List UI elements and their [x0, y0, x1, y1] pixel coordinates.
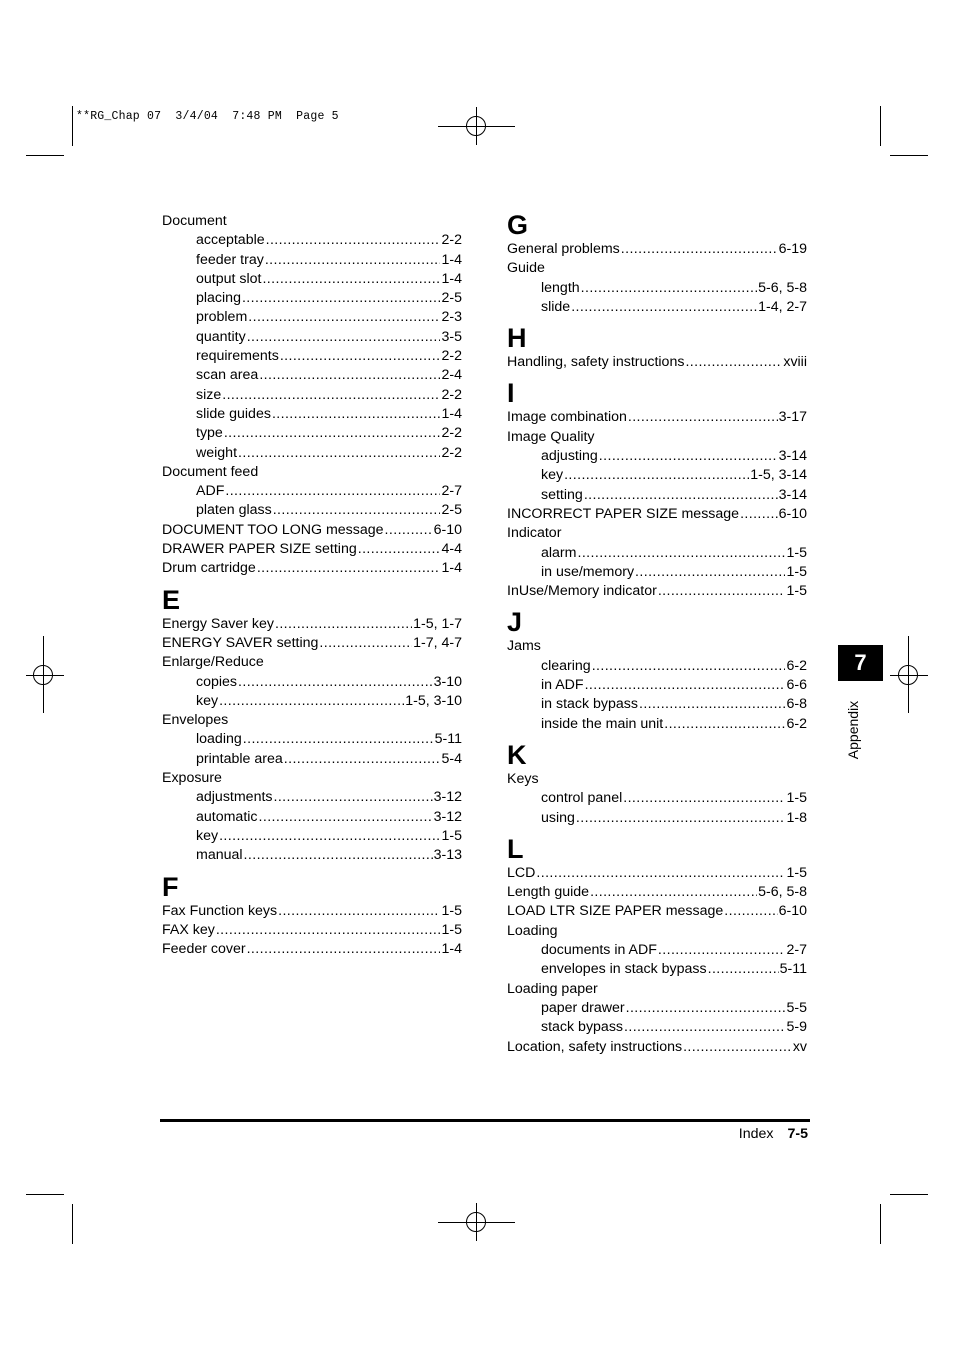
index-subentry: [162, 251, 462, 270]
index-subentry: [507, 960, 807, 979]
entry-term: Handling, safety instructions: [507, 354, 685, 371]
dot-leader: [280, 347, 441, 366]
dot-leader: [708, 960, 779, 979]
index-entry: [507, 902, 807, 921]
index-entry: [507, 259, 807, 278]
index-subentry: [162, 366, 462, 385]
index-subentry: [162, 730, 462, 749]
entry-page-ref: 2-2: [441, 425, 462, 442]
entry-term: Feeder cover: [162, 941, 246, 958]
dot-leader: [238, 673, 433, 692]
entry-page-ref: 4-4: [441, 541, 462, 558]
dot-leader: [599, 447, 778, 466]
entry-page-ref: 1-8: [786, 809, 807, 826]
index-subentry: [507, 789, 807, 808]
index-entry: [507, 408, 807, 427]
index-subentry: [507, 466, 807, 485]
entry-term: placing: [196, 290, 241, 307]
entry-page-ref: 5-5: [786, 999, 807, 1016]
entry-term: size: [196, 386, 222, 403]
entry-page-ref: 1-4: [441, 405, 462, 422]
entry-term: manual: [196, 847, 243, 864]
index-subentry: [162, 289, 462, 308]
index-entry: [162, 711, 462, 730]
entry-page-ref: 3-12: [433, 808, 462, 825]
index-letter-heading: G: [507, 210, 529, 240]
index-entry: [162, 940, 462, 959]
entry-term: weight: [196, 444, 238, 461]
index-column-left: [162, 212, 462, 959]
entry-page-ref: 2-5: [441, 290, 462, 307]
entry-page-ref: 6-19: [778, 241, 807, 257]
index-subentry: [162, 750, 462, 769]
index-subentry: [507, 941, 807, 960]
index-subentry: [162, 788, 462, 807]
entry-term: Enlarge/Reduce: [162, 654, 264, 671]
dot-leader: [581, 279, 757, 298]
dot-leader: [639, 695, 785, 714]
entry-term: Length guide: [507, 884, 590, 901]
entry-term: Exposure: [162, 770, 222, 787]
dot-leader: [577, 544, 785, 563]
entry-page-ref: 1-5: [786, 544, 807, 561]
dot-leader: [621, 240, 778, 259]
dot-leader: [265, 251, 441, 270]
entry-term: General problems: [507, 241, 620, 257]
entry-page-ref: 1-4: [441, 251, 462, 268]
index-subentry: [507, 657, 807, 676]
dot-leader: [222, 386, 440, 405]
dot-leader: [319, 634, 412, 653]
index-entry: [162, 615, 462, 634]
index-subentry: [507, 563, 807, 582]
entry-page-ref: 5-11: [779, 961, 807, 978]
entry-page-ref: 3-17: [778, 409, 807, 426]
index-subentry: [162, 444, 462, 463]
dot-leader: [257, 559, 441, 578]
registration-left-circle: [33, 665, 53, 685]
entry-term: Jams: [507, 638, 541, 655]
index-column-right: [507, 212, 807, 1057]
entry-term: DOCUMENT TOO LONG message: [162, 521, 384, 538]
entry-page-ref: 1-4: [441, 270, 462, 287]
dot-leader: [592, 657, 786, 676]
entry-term: Drum cartridge: [162, 560, 256, 577]
entry-page-ref: 5-11: [434, 731, 462, 748]
entry-term: platen glass: [196, 502, 272, 519]
footer-rule: [160, 1119, 810, 1122]
entry-term: in use/memory: [541, 563, 635, 580]
entry-term: Location, safety instructions: [507, 1038, 683, 1055]
dot-leader: [626, 999, 786, 1018]
dot-leader: [262, 270, 440, 289]
entry-term: alarm: [541, 544, 577, 561]
index-subentry: [162, 673, 462, 692]
index-letter-heading: F: [162, 871, 179, 902]
entry-term: paper drawer: [541, 999, 625, 1016]
entry-term: type: [196, 425, 223, 442]
dot-leader: [683, 1038, 792, 1057]
index-subentry: [507, 809, 807, 828]
index-subentry: [162, 827, 462, 846]
index-entry: [507, 524, 807, 543]
index-entry: [507, 637, 807, 656]
dot-leader: [238, 444, 440, 463]
dot-leader: [635, 563, 785, 582]
index-entry: [507, 353, 807, 372]
entry-term: key: [541, 467, 564, 484]
dot-leader: [385, 521, 433, 540]
crop-mark-bottom-right-h: [890, 1194, 928, 1195]
crop-mark-top-right-h: [890, 155, 928, 156]
index-entry: [507, 980, 807, 999]
entry-page-ref: 2-7: [441, 483, 462, 500]
entry-term: Fax Function keys: [162, 902, 278, 919]
entry-page-ref: 1-5: [441, 827, 462, 844]
index-subentry: [162, 405, 462, 424]
entry-term: DRAWER PAPER SIZE setting: [162, 541, 357, 558]
index-letter-heading: I: [507, 378, 515, 409]
index-subentry: [162, 808, 462, 827]
entry-term: envelopes in stack bypass: [541, 961, 707, 978]
entry-page-ref: 2-2: [441, 386, 462, 403]
index-entry: [507, 883, 807, 902]
entry-page-ref: 6-10: [433, 521, 462, 538]
entry-term: documents in ADF: [541, 942, 657, 959]
entry-term: Energy Saver key: [162, 615, 274, 632]
index-entry: [507, 770, 807, 789]
dot-leader: [658, 582, 786, 601]
index-subentry: [162, 347, 462, 366]
index-entry: [162, 559, 462, 578]
entry-term: Image Quality: [507, 428, 595, 445]
registration-top-circle: [466, 116, 486, 136]
dot-leader: [275, 615, 412, 634]
index-subentry: [507, 695, 807, 714]
entry-page-ref: 1-5, 1-7: [413, 615, 462, 632]
entry-page-ref: 1-4, 2-7: [758, 298, 807, 315]
entry-term: Guide: [507, 260, 545, 277]
dot-leader: [243, 730, 434, 749]
entry-term: LCD: [507, 864, 536, 881]
dot-leader: [272, 405, 441, 424]
entry-term: key: [196, 827, 219, 844]
index-subentry: [162, 501, 462, 520]
dot-leader: [628, 408, 778, 427]
index-entry: [162, 902, 462, 921]
entry-page-ref: 1-5: [786, 864, 807, 881]
index-entry: [162, 653, 462, 672]
dot-leader: [219, 692, 404, 711]
index-subentry: [162, 424, 462, 443]
entry-page-ref: 5-6, 5-8: [758, 884, 807, 901]
index-entry: [162, 212, 462, 231]
index-entry: [507, 505, 807, 524]
entry-term: inside the main unit: [541, 715, 664, 732]
dot-leader: [724, 902, 777, 921]
entry-page-ref: 2-3: [441, 309, 462, 326]
entry-term: Image combination: [507, 409, 627, 426]
page-footer: [739, 1126, 808, 1142]
entry-term: using: [541, 809, 575, 826]
entry-term: automatic: [196, 808, 258, 825]
entry-page-ref: 5-6, 5-8: [758, 279, 807, 296]
crop-mark-top-left-h: [26, 155, 64, 156]
index-subentry: [507, 279, 807, 298]
entry-page-ref: 5-4: [441, 750, 462, 767]
entry-term: slide guides: [196, 405, 271, 422]
index-entry: [162, 521, 462, 540]
entry-page-ref: 2-7: [786, 942, 807, 959]
entry-term: Document feed: [162, 463, 259, 480]
crop-mark-top-left-v: [72, 106, 73, 146]
entry-page-ref: 1-5, 3-10: [405, 692, 462, 709]
entry-term: Loading: [507, 922, 558, 939]
dot-leader: [259, 366, 440, 385]
dot-leader: [564, 466, 749, 485]
registration-bottom-circle: [466, 1212, 486, 1232]
index-entry: [162, 921, 462, 940]
entry-page-ref: 1-5, 3-14: [750, 467, 807, 484]
index-subentry: [507, 298, 807, 317]
entry-term: LOAD LTR SIZE PAPER message: [507, 903, 724, 920]
dot-leader: [216, 921, 441, 940]
dot-leader: [273, 501, 441, 520]
entry-term: stack bypass: [541, 1019, 624, 1036]
index-entry: [507, 864, 807, 883]
entry-term: Loading paper: [507, 980, 598, 997]
entry-term: copies: [196, 673, 238, 690]
entry-page-ref: 2-4: [441, 367, 462, 384]
index-subentry: [162, 482, 462, 501]
entry-term: output slot: [196, 270, 262, 287]
entry-page-ref: 1-4: [441, 941, 462, 958]
entry-page-ref: 3-5: [441, 328, 462, 345]
entry-term: Envelopes: [162, 712, 229, 729]
dot-leader: [623, 789, 785, 808]
section-side-label: Appendix: [845, 700, 861, 760]
index-subentry: [162, 846, 462, 865]
entry-page-ref: 5-9: [786, 1019, 807, 1036]
index-subentry: [507, 999, 807, 1018]
index-entry: [507, 428, 807, 447]
entry-term: length: [541, 279, 580, 296]
index-subentry: [162, 692, 462, 711]
dot-leader: [585, 676, 786, 695]
dot-leader: [576, 809, 786, 828]
index-subentry: [162, 308, 462, 327]
entry-page-ref: 2-5: [441, 502, 462, 519]
dot-leader: [244, 846, 433, 865]
entry-term: INCORRECT PAPER SIZE message: [507, 505, 740, 522]
entry-term: in ADF: [541, 677, 584, 694]
entry-term: slide: [541, 298, 571, 315]
entry-term: feeder tray: [196, 251, 264, 268]
index-letter-heading: K: [507, 739, 527, 770]
dot-leader: [584, 486, 778, 505]
index-entry: [162, 634, 462, 653]
entry-page-ref: xviii: [783, 354, 807, 371]
index-subentry: [162, 270, 462, 289]
entry-term: quantity: [196, 328, 246, 345]
entry-page-ref: 3-14: [778, 486, 807, 503]
crop-mark-top-right-v: [880, 106, 881, 146]
entry-term: Document: [162, 213, 227, 229]
index-subentry: [507, 715, 807, 734]
entry-term: in stack bypass: [541, 696, 638, 713]
index-subentry: [162, 386, 462, 405]
dot-leader: [266, 231, 441, 250]
entry-term: printable area: [196, 750, 283, 767]
entry-page-ref: 3-12: [433, 789, 462, 806]
entry-term: key: [196, 692, 219, 709]
entry-term: clearing: [541, 657, 591, 674]
chapter-tab: 7: [838, 645, 883, 681]
dot-leader: [740, 505, 778, 524]
dot-leader: [658, 941, 786, 960]
index-letter-heading: J: [507, 607, 523, 638]
entry-page-ref: 6-2: [786, 715, 807, 732]
entry-term: ADF: [196, 483, 225, 500]
footer-page-number: 7-5: [787, 1126, 808, 1142]
entry-page-ref: 1-5: [786, 563, 807, 580]
entry-page-ref: 1-4: [441, 560, 462, 577]
index-subentry: [507, 1018, 807, 1037]
entry-term: loading: [196, 731, 242, 748]
entry-term: acceptable: [196, 232, 265, 249]
entry-page-ref: 6-6: [786, 677, 807, 694]
dot-leader: [259, 808, 433, 827]
dot-leader: [664, 715, 785, 734]
index-entry: [162, 540, 462, 559]
entry-term: problem: [196, 309, 248, 326]
index-subentry: [162, 328, 462, 347]
entry-page-ref: 6-10: [778, 903, 807, 920]
registration-right-circle: [898, 665, 918, 685]
crop-mark-bottom-left-v: [72, 1204, 73, 1244]
dot-leader: [571, 298, 757, 317]
index-subentry: [507, 676, 807, 695]
entry-term: adjustments: [196, 789, 273, 806]
entry-page-ref: 1-7, 4-7: [413, 634, 462, 651]
entry-page-ref: 3-10: [433, 673, 462, 690]
entry-term: scan area: [196, 367, 259, 384]
dot-leader: [685, 353, 782, 372]
entry-term: InUse/Memory indicator: [507, 583, 657, 600]
index-subentry: [507, 544, 807, 563]
entry-page-ref: 1-5: [441, 902, 462, 919]
index-subentry: [507, 447, 807, 466]
entry-page-ref: 1-5: [441, 921, 462, 938]
entry-page-ref: 6-2: [786, 657, 807, 674]
dot-leader: [242, 289, 441, 308]
crop-mark-bottom-right-v: [880, 1204, 881, 1244]
entry-term: Indicator: [507, 525, 562, 542]
entry-term: requirements: [196, 348, 279, 365]
entry-term: ENERGY SAVER setting: [162, 634, 319, 651]
dot-leader: [247, 328, 441, 347]
index-entry: [162, 463, 462, 482]
entry-page-ref: 1-5: [786, 583, 807, 600]
index-letter-heading: E: [162, 584, 181, 615]
index-entry: [162, 769, 462, 788]
entry-term: setting: [541, 486, 583, 503]
entry-page-ref: 2-2: [441, 348, 462, 365]
dot-leader: [590, 883, 757, 902]
dot-leader: [624, 1018, 785, 1037]
entry-page-ref: xv: [792, 1038, 807, 1055]
dot-leader: [536, 864, 785, 883]
print-slug: **RG_Chap 07 3/4/04 7:48 PM Page 5: [76, 110, 339, 123]
index-entry: [507, 1038, 807, 1057]
entry-page-ref: 2-2: [441, 232, 462, 249]
entry-term: Keys: [507, 770, 539, 787]
dot-leader: [284, 750, 441, 769]
entry-term: control panel: [541, 790, 623, 807]
dot-leader: [225, 482, 440, 501]
index-entry: [507, 922, 807, 941]
index-subentry: [507, 486, 807, 505]
dot-leader: [224, 424, 441, 443]
index-entry: [507, 582, 807, 601]
dot-leader: [358, 540, 441, 559]
crop-mark-bottom-left-h: [26, 1194, 64, 1195]
dot-leader: [248, 308, 440, 327]
index-letter-heading: L: [507, 833, 524, 864]
entry-page-ref: 1-5: [786, 790, 807, 807]
index-entry: [507, 240, 807, 259]
dot-leader: [278, 902, 440, 921]
entry-page-ref: 6-10: [778, 505, 807, 522]
entry-page-ref: 3-14: [778, 448, 807, 465]
entry-page-ref: 6-8: [786, 696, 807, 713]
dot-leader: [219, 827, 440, 846]
dot-leader: [274, 788, 433, 807]
index-subentry: [162, 231, 462, 250]
entry-page-ref: 2-2: [441, 444, 462, 461]
entry-page-ref: 3-13: [433, 847, 462, 864]
index-letter-heading: H: [507, 323, 527, 354]
dot-leader: [247, 940, 441, 959]
entry-term: adjusting: [541, 448, 598, 465]
entry-term: FAX key: [162, 921, 215, 938]
footer-section: Index: [738, 1126, 774, 1142]
